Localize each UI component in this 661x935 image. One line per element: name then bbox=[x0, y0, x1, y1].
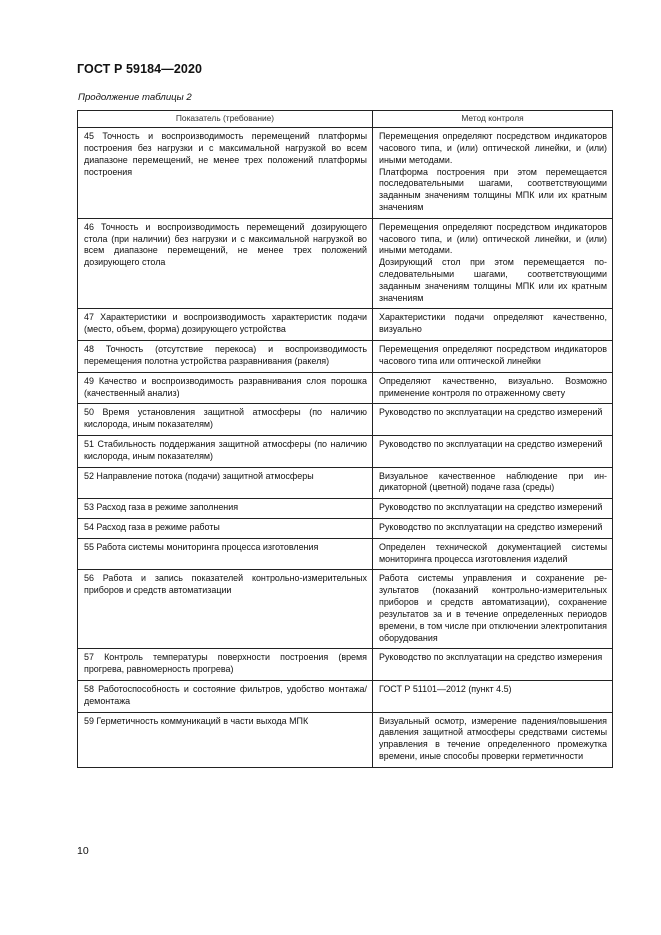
indicator-text: 51 Стабильность поддержания защитной атмосферы (по наличию кислорода, иным показателям) bbox=[84, 438, 367, 461]
indicator-text: 56 Работа и запись показателей контрольно-измерительных приборов и средств автоматизации bbox=[84, 573, 367, 596]
indicator-cell bbox=[78, 341, 373, 373]
indicator-text: 55 Работа системы мониторинга процесса изготовления bbox=[84, 541, 319, 552]
table-row bbox=[78, 519, 613, 539]
method-text: Перемещения определяют посредством индикаторов часового типа, и (или) оптической линейки, и (или) иными методами. Дозирующий стол при этом перемещается последовательными шагами, соответствующими заданным значениям толщины МПК или их кратным значениям bbox=[379, 221, 607, 303]
method-text: Руководство по эксплуатации на средство измерений bbox=[379, 502, 603, 513]
method-cell bbox=[373, 538, 613, 570]
requirements-table bbox=[77, 110, 613, 768]
indicator-text: 46 Точность и воспроизводимость перемещений дозирующего стола (при наличии) без нагрузки и с максимальной нагрузкой во всем диапазоне перемещений, не менее трех положений дозирующего стола bbox=[84, 221, 367, 268]
page-number: 10 bbox=[77, 845, 89, 857]
method-cell bbox=[373, 519, 613, 539]
table-row bbox=[78, 499, 613, 519]
method-cell bbox=[373, 570, 613, 649]
method-cell bbox=[373, 128, 613, 219]
method-cell bbox=[373, 680, 613, 712]
indicator-cell bbox=[78, 538, 373, 570]
method-text: Перемещения определяют посредством индикаторов часового типа, и (или) оптической линейки, и (или) иными методами. Платформа построения при этом перемещается последовательными шагами, соответствующими заданным значениям толщины МПК или их кратным значениям bbox=[379, 131, 607, 212]
indicator-text: 57 Контроль температуры поверхности построения (время прогрева, равномерность прогрева) bbox=[84, 652, 367, 675]
method-cell bbox=[373, 499, 613, 519]
table-row bbox=[78, 570, 613, 649]
indicator-text: 49 Качество и воспроизводимость разравнивания слоя порошка (качественный анализ) bbox=[84, 375, 367, 398]
indicator-cell bbox=[78, 519, 373, 539]
method-text: Руководство по эксплуатации на средство измерений bbox=[379, 522, 603, 533]
column-header-method: Метод контроля bbox=[373, 111, 613, 128]
indicator-cell bbox=[78, 218, 373, 309]
method-text: Работа системы управления и сохранение результатов (показаний контрольно-измерительных приборов и средств автоматизации), сохранение результатов за и в течение определенных периодов времени, в том числе при отключении электропитания оборудования bbox=[379, 573, 607, 643]
indicator-text: 59 Герметичность коммуникаций в части выхода МПК bbox=[84, 715, 309, 726]
table-row bbox=[78, 435, 613, 467]
method-cell bbox=[373, 372, 613, 404]
table-body bbox=[78, 128, 613, 768]
method-text: Характеристики подачи определяют качественно, визуально bbox=[379, 312, 607, 335]
table-caption: Продолжение таблицы 2 bbox=[78, 92, 192, 103]
table-row bbox=[78, 712, 613, 767]
method-text: Руководство по эксплуатации на средство измерений bbox=[379, 407, 603, 418]
indicator-cell bbox=[78, 499, 373, 519]
table-row bbox=[78, 404, 613, 436]
method-cell bbox=[373, 467, 613, 499]
indicator-cell bbox=[78, 404, 373, 436]
method-text: Визуальное качественное наблюдение при индикаторной (цветной) подаче газа (среды) bbox=[379, 470, 607, 493]
indicator-cell bbox=[78, 372, 373, 404]
method-cell bbox=[373, 218, 613, 309]
indicator-text: 45 Точность и воспроизводимость перемещений платформы построения без нагрузки и с максимальной нагрузкой во всем диапазоне перемещений, не менее трех положений платформы построения bbox=[84, 131, 367, 177]
table-row bbox=[78, 372, 613, 404]
indicator-cell bbox=[78, 128, 373, 219]
method-text: Определен технической документацией системы мониторинга процесса изготовления изделий bbox=[379, 541, 607, 564]
method-cell bbox=[373, 712, 613, 767]
indicator-cell bbox=[78, 435, 373, 467]
method-cell bbox=[373, 435, 613, 467]
method-cell bbox=[373, 404, 613, 436]
table-row bbox=[78, 218, 613, 309]
indicator-cell bbox=[78, 570, 373, 649]
indicator-cell bbox=[78, 712, 373, 767]
table-row bbox=[78, 680, 613, 712]
method-text: Руководство по эксплуатации на средство измерений bbox=[379, 438, 603, 449]
method-cell bbox=[373, 649, 613, 681]
method-text: Определяют качественно, визуально. Возможно применение контроля по отраженному свету bbox=[379, 375, 607, 398]
table-row bbox=[78, 128, 613, 219]
method-text: Перемещения определяют посредством индикаторов часового типа или оптической линейки bbox=[379, 344, 607, 366]
table-row bbox=[78, 309, 613, 341]
indicator-text: 53 Расход газа в режиме заполнения bbox=[84, 502, 239, 513]
method-cell bbox=[373, 309, 613, 341]
document-title: ГОСТ Р 59184—2020 bbox=[77, 62, 203, 76]
method-cell bbox=[373, 341, 613, 373]
column-header-indicator: Показатель (требование) bbox=[78, 111, 373, 128]
indicator-cell bbox=[78, 467, 373, 499]
table-row bbox=[78, 538, 613, 570]
table-row bbox=[78, 341, 613, 373]
indicator-text: 58 Работоспособность и состояние фильтров, удобство монтажа/демонтажа bbox=[84, 683, 367, 706]
method-text: Руководство по эксплуатации на средство измерения bbox=[379, 652, 603, 663]
table-row bbox=[78, 467, 613, 499]
indicator-text: 50 Время установления защитной атмосферы (по наличию кислорода, иным показателям) bbox=[84, 407, 367, 430]
indicator-cell bbox=[78, 309, 373, 341]
indicator-text: 52 Направление потока (подачи) защитной атмосферы bbox=[84, 470, 314, 481]
table-row bbox=[78, 649, 613, 681]
indicator-text: 48 Точность (отсутствие перекоса) и воспроизводимость перемещения полотна устройства разравнивания (ракеля) bbox=[84, 344, 367, 366]
method-text: ГОСТ Р 51101—2012 (пункт 4.5) bbox=[379, 683, 512, 694]
method-text: Визуальный осмотр, измерение падения/повышения давления защитной атмосферы средствами системы управления в течение определенного промежутка времени, иные способы проверки герметичности bbox=[379, 715, 607, 762]
indicator-cell bbox=[78, 680, 373, 712]
indicator-text: 47 Характеристики и воспроизводимость характеристик подачи (место, объем, форма) дозирующего устройства bbox=[84, 312, 367, 335]
indicator-text: 54 Расход газа в режиме работы bbox=[84, 522, 220, 533]
table-header-row bbox=[78, 111, 613, 128]
indicator-cell bbox=[78, 649, 373, 681]
